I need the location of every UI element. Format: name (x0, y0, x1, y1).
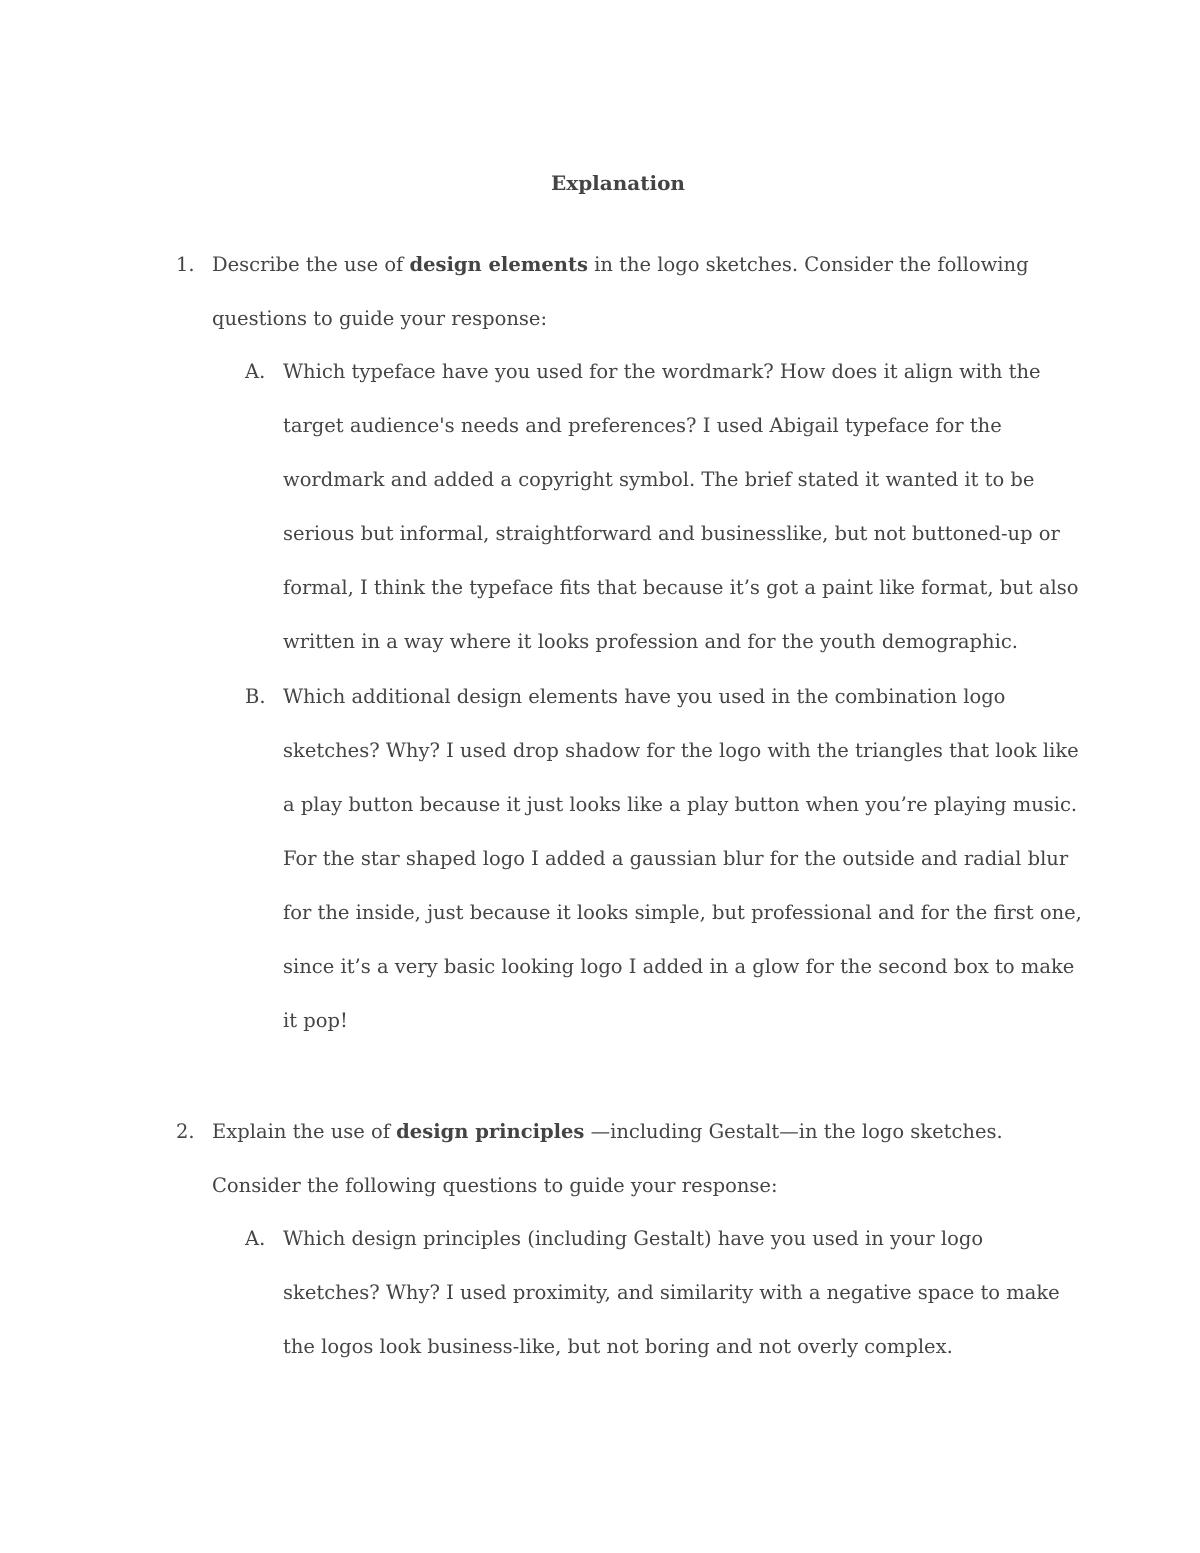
question-2-bold-term: design principles (396, 1120, 585, 1143)
question-1 (176, 238, 1092, 346)
question-2 (176, 1105, 1092, 1213)
question-2-item-a-text: Which design principles (including Gestalt) have you used in your logo sketches? Why? I used proximity, and similarity with a negative space to make the logos look business-like, but not boring and not overly complex. (283, 1227, 1060, 1358)
question-1-item-b-text: Which additional design elements have you used in the combination logo sketches? Why? I used drop shadow for the logo with the triangles that look like a play button because it just looks like a play button when you’re playing music. For the star shaped logo I added a gaussian blur for the outside and radial blur for the inside, just because it looks simple, but professional and for the first one, since it’s a very basic looking logo I added in a glow for the second box to make it pop! (283, 685, 1082, 1032)
question-1-item-b (245, 670, 1083, 1048)
question-1-item-b-letter: B. (245, 685, 266, 708)
question-2-text-post: —including Gestalt—in the logo sketches. Consider the following questions to guide your response: (212, 1120, 1003, 1197)
question-2-item-a-letter: A. (245, 1227, 266, 1250)
question-2-item-a (245, 1212, 1083, 1374)
question-1-text-post: in the logo sketches. Consider the following questions to guide your response: (212, 253, 1029, 330)
question-1-item-a-text: Which typeface have you used for the wordmark? How does it align with the target audience's needs and preferences? I used Abigail typeface for the wordmark and added a copyright symbol. The brief stated it wanted it to be serious but informal, straightforward and businesslike, but not buttoned-up or formal, I think the typeface fits that because it’s got a paint like format, but also written in a way where it looks profession and for the youth demographic. (283, 360, 1079, 653)
question-1-item-a-letter: A. (245, 360, 266, 383)
question-2-text-pre: Explain the use of (212, 1120, 397, 1143)
question-1-bold-term: design elements (409, 253, 588, 276)
document-title: Explanation (551, 171, 685, 195)
question-1-item-a (245, 345, 1083, 669)
question-1-number: 1. (176, 253, 195, 276)
question-1-text-pre: Describe the use of (212, 253, 410, 276)
question-2-number: 2. (176, 1120, 195, 1143)
